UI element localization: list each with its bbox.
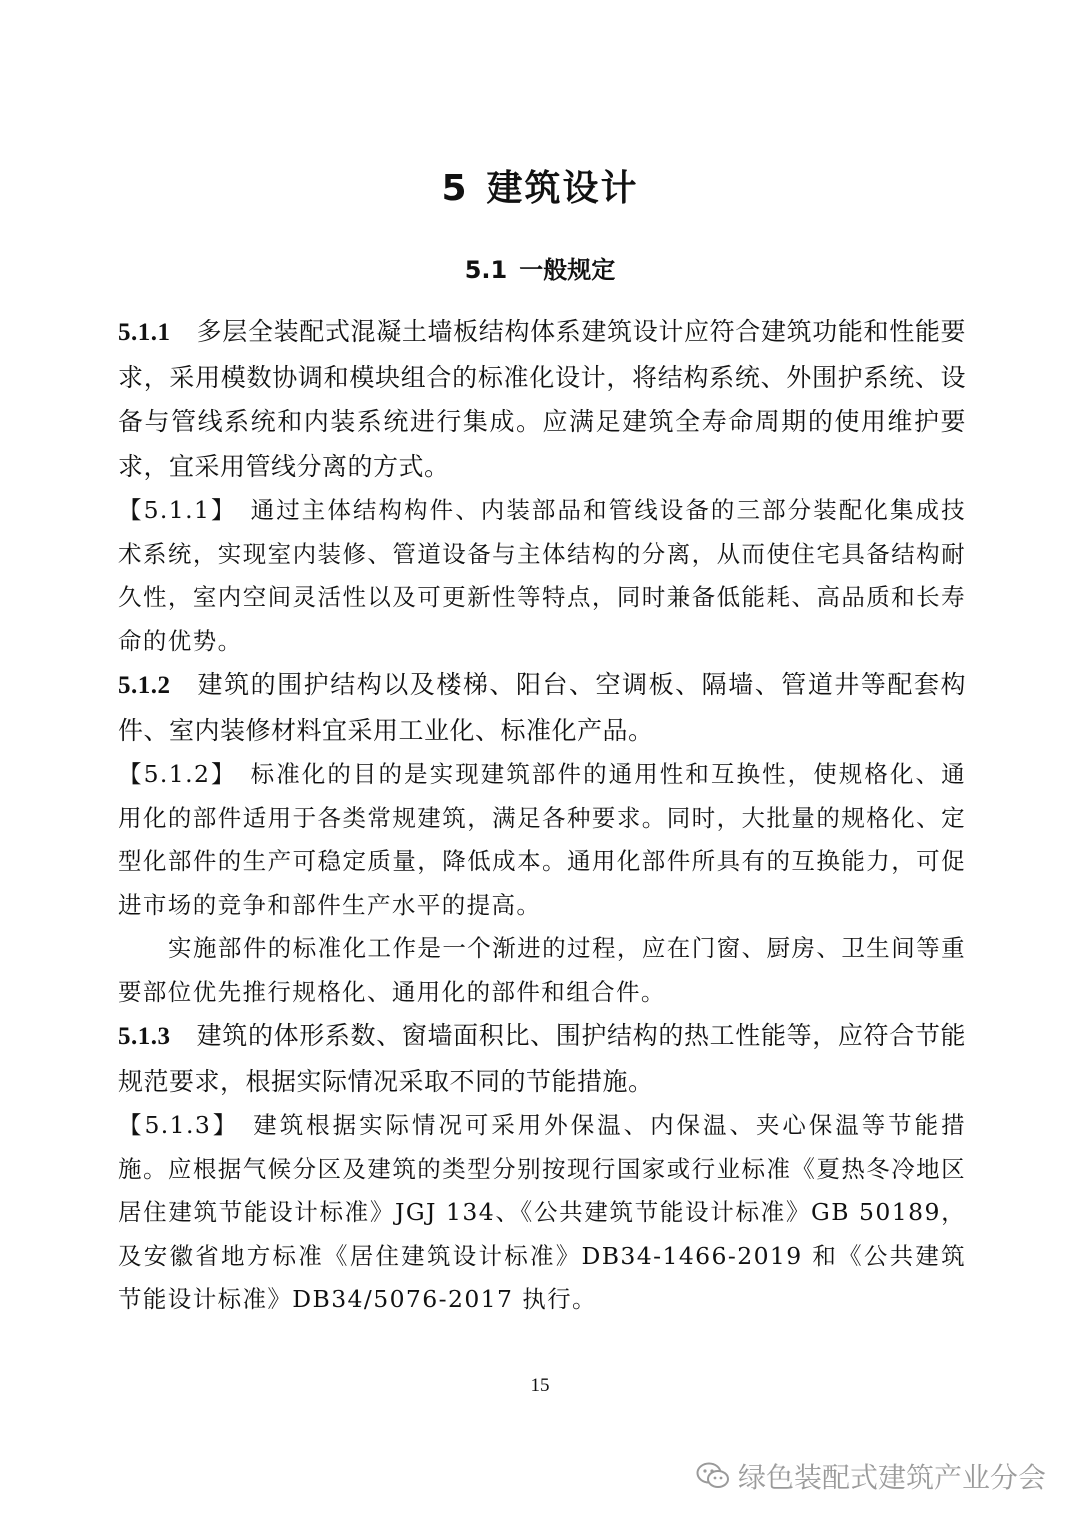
clause-text: 建筑的围护结构以及楼梯、阳台、空调板、隔墙、管道井等配套构件、室内装修材料宜采用工业化、标准化产品。 [118,670,966,745]
clause-number: 5.1.1 [118,319,171,346]
commentary-text: 建筑根据实际情况可采用外保温、内保温、夹心保温等节能措施。应根据气候分区及建筑的类型分别按现行国家或行业标准《夏热冬冷地区居住建筑节能设计标准》JGJ 134、《公共建筑节能设计标准》GB 50189，及安徽省地方标准《居住建筑设计标准》DB34-1466-2019 和《公共建筑节能设计标准》DB34/5076-2017 执行。 [118,1111,966,1313]
watermark [696,1456,1046,1496]
chapter-number: 5 [441,168,469,209]
clause-number: 5.1.2 [118,672,171,699]
clause-5-1-3 [118,1014,966,1104]
section-title-text: 一般规定 [519,256,616,284]
clause-text: 多层全装配式混凝土墙板结构体系建筑设计应符合建筑功能和性能要求，采用模数协调和模块组合的标准化设计，将结构系统、外围护系统、设备与管线系统和内装系统进行集成。应满足建筑全寿命周期的使用维护要求，宜采用管线分离的方式。 [118,317,966,481]
chapter-title [0,160,1080,211]
wechat-icon [696,1461,730,1491]
section-number: 5.1 [464,256,508,284]
commentary-5-1-2 [118,753,966,927]
clause-text: 建筑的体形系数、窗墙面积比、围护结构的热工性能等，应符合节能规范要求，根据实际情况采取不同的节能措施。 [118,1021,966,1096]
section-title [0,250,1080,285]
body-content [118,310,966,1322]
clause-5-1-1 [118,310,966,489]
commentary-text: 通过主体结构构件、内装部品和管线设备的三部分装配化集成技术系统，实现室内装修、管道设备与主体结构的分离，从而使住宅具备结构耐久性，室内空间灵活性以及可更新性等特点，同时兼备低能耗、高品质和长寿命的优势。 [118,496,966,655]
commentary-5-1-1 [118,489,966,663]
watermark-text: 绿色装配式建筑产业分会 [737,1461,1046,1494]
commentary-label: 【5.1.1】 [118,496,237,524]
clause-5-1-2 [118,663,966,753]
page-number: 15 [530,1375,550,1396]
commentary-label: 【5.1.3】 [118,1111,240,1139]
chapter-title-text: 建筑设计 [486,168,639,209]
commentary-5-1-2-continued: 实施部件的标准化工作是一个渐进的过程，应在门窗、厨房、卫生间等重要部位优先推行规格化、通用化的部件和组合件。 [118,934,966,1006]
commentary-label: 【5.1.2】 [118,760,237,788]
commentary-5-1-3 [118,1104,966,1322]
clause-number: 5.1.3 [118,1023,171,1050]
commentary-text: 标准化的目的是实现建筑部件的通用性和互换性，使规格化、通用化的部件适用于各类常规建筑，满足各种要求。同时，大批量的规格化、定型化部件的生产可稳定质量，降低成本。通用化部件所具有的互换能力，可促进市场的竞争和部件生产水平的提高。 [118,760,966,919]
